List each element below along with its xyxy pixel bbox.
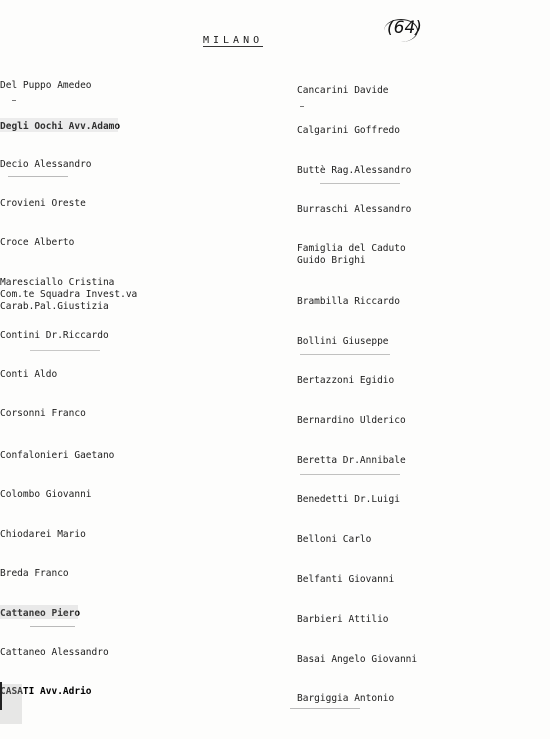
left-column-entry-line: Colombo Giovanni (0, 489, 92, 500)
left-column-entry-line: Del Puppo Amedeo (0, 80, 92, 91)
right-column-entry-line: Beretta Dr.Annibale (297, 455, 406, 466)
left-column-entry-line: Cattaneo Piero (0, 608, 81, 619)
right-column-entry (297, 375, 394, 387)
scan-dash (290, 708, 360, 709)
left-column-entry (0, 80, 92, 92)
left-column-entry (0, 568, 69, 580)
left-column-entry-line: Chiodarei Mario (0, 529, 86, 540)
right-column-entry (297, 296, 400, 308)
page-title: MILANO (203, 35, 264, 46)
left-column-entry-line: Breda Franco (0, 568, 69, 579)
right-column-entry-line: Bollini Giuseppe (297, 336, 389, 347)
scan-smudge (0, 118, 121, 132)
right-column-entry (297, 494, 400, 506)
right-column-entry-line: Benedetti Dr.Luigi (297, 494, 400, 505)
scan-dash (320, 183, 400, 184)
right-column-entry (297, 204, 411, 216)
right-column-entry-line: Bargiggia Antonio (297, 693, 395, 704)
right-column-entry-line: Belfanti Giovanni (297, 574, 395, 585)
left-column-entry-line: Degli Oochi Avv.Adamo (0, 121, 121, 132)
right-column-entry-line: Basai Angelo Giovanni (297, 654, 418, 665)
left-column-entry-line: Croce Alberto (0, 237, 75, 248)
left-column-entry-line: CASATI Avv.Adrio (0, 686, 92, 697)
left-column-entry-line: Confalonieri Gaetano (0, 450, 115, 461)
right-column-entry-line: Belloni Carlo (297, 534, 372, 545)
scan-dash (30, 350, 100, 351)
right-column-entry (297, 243, 406, 267)
right-column-entry (297, 693, 394, 705)
right-column-entry-line: Calgarini Goffredo (297, 125, 400, 136)
right-column-entry (297, 455, 406, 467)
left-column-entry-line: Conti Aldo (0, 369, 58, 380)
left-column-entry (0, 237, 74, 249)
left-column-entry-line: Crovieni Oreste (0, 198, 86, 209)
left-column-entry (0, 198, 86, 210)
right-column-entry-line: Cancarini Davide (297, 85, 389, 96)
right-column-entry-line: Guido Brighi (297, 255, 366, 266)
handwritten-circle-mark (384, 19, 418, 42)
left-column-entry (0, 647, 109, 659)
left-column-entry-line: Decio Alessandro (0, 159, 92, 170)
right-column-entry-line: Bernardino Ulderico (297, 415, 406, 426)
scan-smudge (0, 605, 81, 619)
left-column-entry (0, 369, 57, 381)
left-column-entry (0, 529, 86, 541)
left-column-entry-line: Maresciallo Cristina (0, 277, 115, 288)
left-column-entry (0, 408, 86, 420)
left-column-entry (0, 330, 109, 342)
scan-dash (300, 106, 304, 107)
left-column-entry-line: Cattaneo Alessandro (0, 647, 109, 658)
right-column-entry (297, 614, 389, 626)
left-column-entry (0, 450, 114, 462)
right-column-entry (297, 415, 406, 427)
left-column-entry-line: Carab.Pal.Giustizia (0, 301, 109, 312)
right-column-entry-line: Barbieri Attilio (297, 614, 389, 625)
right-column-entry-line: Famiglia del Caduto (297, 243, 406, 254)
right-column-entry (297, 125, 400, 137)
scan-dash (12, 100, 16, 101)
scan-dash (30, 626, 75, 627)
right-column-entry (297, 336, 389, 348)
right-column-entry (297, 165, 411, 177)
page-number (387, 18, 422, 38)
right-column-entry-line: Buttè Rag.Alessandro (297, 165, 412, 176)
left-column-entry (0, 159, 92, 171)
right-column-entry (297, 654, 417, 666)
right-column-entry (297, 574, 394, 586)
scan-dash (8, 176, 68, 177)
left-column-entry (0, 277, 137, 313)
margin-mark (0, 682, 8, 710)
page-number-text: (64) (387, 18, 422, 38)
right-column-entry-line: Burraschi Alessandro (297, 204, 412, 215)
left-column-entry-line: Corsonni Franco (0, 408, 86, 419)
left-column-entry (0, 489, 92, 501)
scan-dash (300, 354, 390, 355)
right-column-entry-line: Bertazzoni Egidio (297, 375, 395, 386)
scan-dash (300, 474, 400, 475)
left-column-entry-line: Com.te Squadra Invest.va (0, 289, 138, 300)
left-column-entry-line: Contini Dr.Riccardo (0, 330, 109, 341)
right-column-entry (297, 534, 371, 546)
right-column-entry (297, 85, 389, 97)
right-column-entry-line: Brambilla Riccardo (297, 296, 400, 307)
